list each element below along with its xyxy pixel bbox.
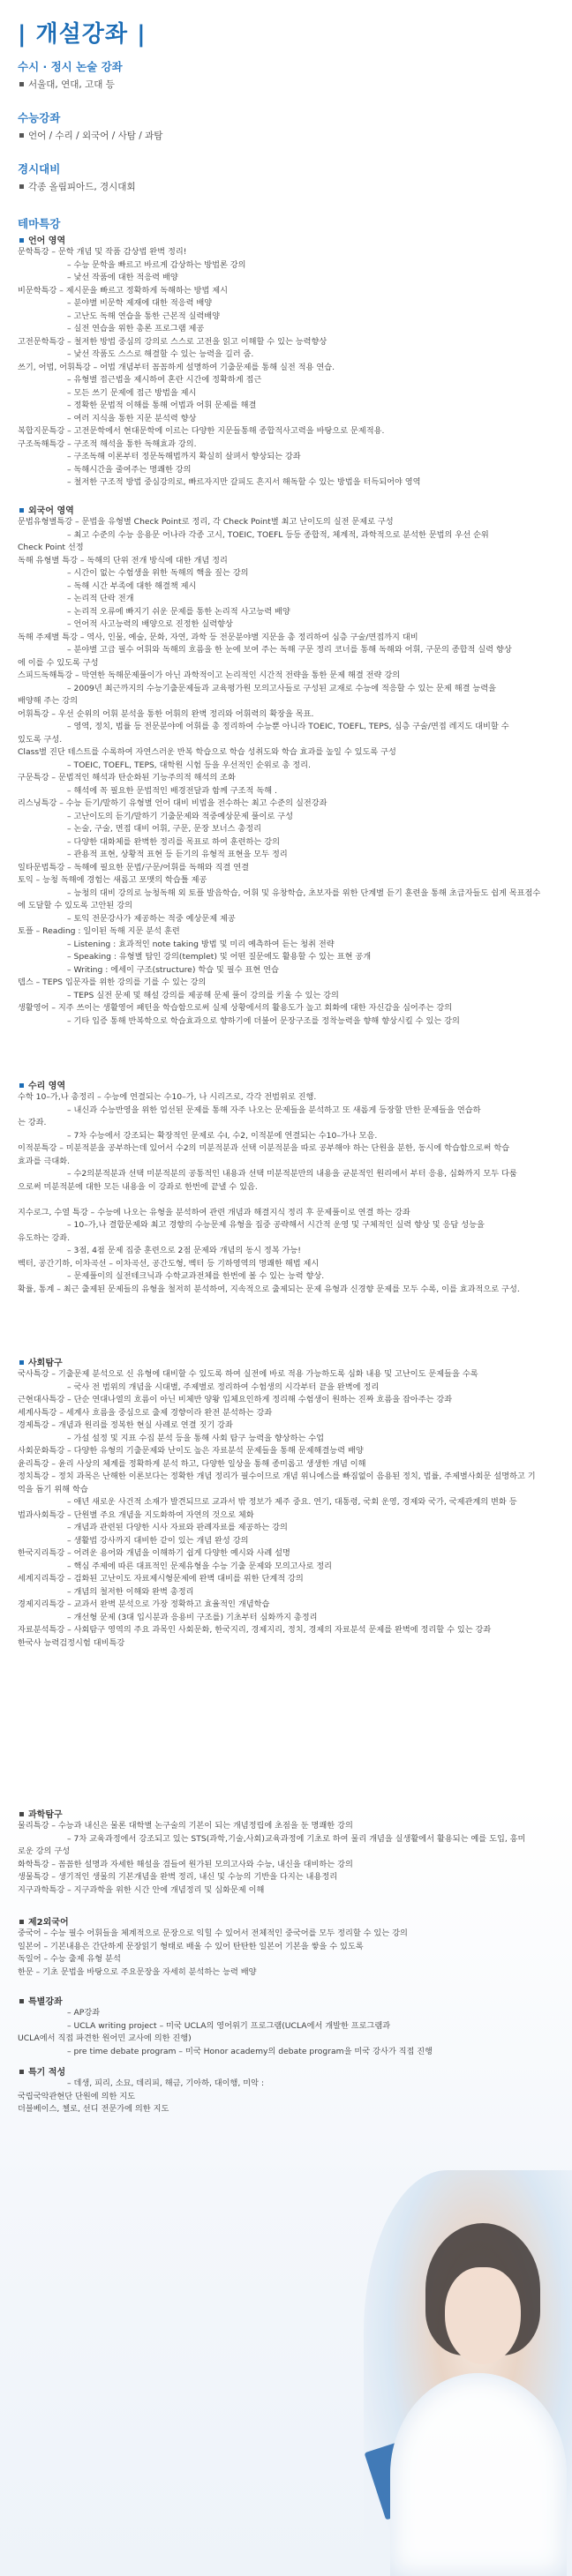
course-line: – 수능 문학을 빠르고 바르게 감상하는 방법론 강의	[67, 259, 246, 270]
course-line: – 모든 쓰기 문제에 접근 방법을 제시	[67, 387, 197, 398]
square-bullet-icon	[19, 1812, 24, 1816]
square-bullet-icon	[19, 508, 24, 513]
course-line: – 시간이 없는 수험생을 위한 독해의 핵을 짚는 강의	[67, 568, 249, 578]
area-math	[18, 1078, 520, 1296]
course-line: 독해 주제별 특강 – 역사, 인물, 예술, 문화, 자연, 과학 등 전문분야별 지문을 총 정리하여 심층 구술/면접까지 대비	[18, 632, 418, 642]
area-korean	[18, 233, 420, 490]
course-line: – 관용적 표현, 상황적 표현 등 듣기의 유형적 표현을 모두 정리	[67, 850, 288, 859]
course-line	[18, 1194, 520, 1207]
course-line: – 토익 전문강사가 제공하는 적중 예상문제 제공	[67, 913, 236, 924]
course-line: 경제지리특강 – 교과서 완벽 분석으로 가장 정확하고 효율적인 개념학습	[18, 1599, 270, 1609]
section-essay	[18, 58, 123, 91]
area-aptitude	[18, 2064, 264, 2116]
course-line: 정치특강 – 정치 과목은 난해한 이론보다는 정확한 개념 정리가 필수이므로 개념 위니에스를 빠짐없이 음용된 정치, 법률, 주제별사회문 설명하고 기	[18, 1471, 536, 1481]
course-line: 지수로그, 수열 특강 – 수능에 나오는 유형을 분석하여 관련 개념과 해결지식 정리 후 문제풀이로 연결 하는 강좌	[18, 1207, 410, 1217]
square-bullet-icon	[19, 1360, 24, 1365]
area-heading: 제2외국어	[18, 1914, 408, 1928]
course-line: 배양해 주는 강의	[18, 696, 78, 706]
course-line: – 최고 수준의 수능 응용문 어나라 각종 고시, TOEIC, TOEFL 등등 종합적, 체계적, 과학적으로 분석한 문법의 우선 순위	[67, 529, 489, 540]
section-special-head	[18, 215, 60, 231]
course-line: 효과를 극대화.	[18, 1156, 71, 1166]
square-bullet-icon	[19, 184, 24, 189]
course-line: 자료분석특강 – 사회탐구 영역의 주요 과목인 사회문화, 한국지리, 경제지리, 정치, 경제의 자료분석 문제를 완벽에 정리할 수 있는 강좌	[18, 1625, 492, 1635]
course-line: 더블베이스, 첼로, 선디 전문가에 의한 지도	[18, 2104, 169, 2114]
area-special-course	[18, 1994, 433, 2058]
shirt-shape	[390, 2373, 567, 2576]
course-line: – Speaking : 유형별 탑인 강의(templet) 및 어떤 질문에도 활용할 수 있는 표현 공개	[67, 952, 372, 962]
course-line: 리스닝특강 – 수능 듣기/말하기 유형별 언어 대비 비법을 전수하는 최고 수준의 실전강좌	[18, 798, 327, 808]
course-line: – 해석에 꼭 필요한 문법적인 배경전달과 함께 구조적 독해 .	[67, 785, 277, 796]
course-line: – 개선형 문제 (3대 입시분과 응용비 구조를) 기초부터 심화까지 총정리	[67, 1612, 318, 1622]
course-line: 비문학특강 – 제시문을 빠르고 정확하게 독해하는 방법 제시	[18, 285, 229, 296]
area-heading: 특기 적성	[18, 2064, 264, 2078]
course-line: 근현대사특강 – 단순 연대나열의 흐름이 아닌 비체반 양왕 입체요인하게 정리해 수험생이 원하는 진짜 흐름을 잡아주는 강좌	[18, 1395, 453, 1404]
course-line: 스피드독해특강 – 막연한 독해문제풀이가 아닌 과학적이고 논리적인 시간적 전략을 통한 문제 해결 전략 강의	[18, 670, 401, 680]
area-lines	[18, 2078, 264, 2116]
course-line: – 독해 시간 부족에 대한 해결책 제시	[67, 580, 197, 591]
course-line: 한문 – 기초 문법을 바탕으로 주요문장을 자세히 분석하는 능력 배양	[18, 1966, 257, 1977]
course-line: – 수2의분적분과 선택 미분적분의 공통적인 내용과 선택 미분적분만의 내용을 균분적인 원리에서 부터 응용, 심화까지 모두 다룸	[67, 1169, 517, 1179]
course-line: – 논리적 단락 전개	[67, 594, 134, 603]
course-line: – 고난이도의 듣기/말하기 기출문제와 적중예상문제 풀이로 구성	[67, 811, 293, 821]
course-line: 고전문학특강 – 철저한 방법 중심의 강의로 스스로 고전을 읽고 이해할 수 있는 능력향상	[18, 336, 327, 347]
square-bullet-icon	[19, 133, 24, 138]
course-line: – 생활법 강사까지 대비한 같이 있는 개념 완성 강의	[67, 1535, 249, 1546]
course-line: 윤리특강 – 윤리 사상의 체계를 정확하게 분석 하고, 다양한 일상을 통해 종미롭고 생생한 개념 이해	[18, 1458, 366, 1469]
course-line: 독해 유형별 특강 – 독해의 단위 전개 방식에 대한 개념 정리	[18, 555, 228, 565]
course-line: 이적분특강 – 미분적분을 공부하는데 있어서 수2의 미분적분과 선택 이분적분을 따로 공부해야 하는 단원을 분한, 동시에 학습함으로써 학습	[18, 1143, 510, 1153]
course-line: 텝스 – TEPS 입문자를 위한 강의를 기를 수 있는 강의	[18, 977, 207, 987]
course-line: 국사특강 – 기출문제 분석으로 신 유형에 대비할 수 있도록 하여 실전에 바로 적용 가능하도록 심화 내용 및 고난이도 문제들을 수록	[18, 1369, 478, 1379]
course-line: – 다양한 대화체를 완벽한 정리를 목표로 하여 훈련하는 강의	[67, 836, 280, 847]
course-line: 생활영어 – 지주 쓰이는 생활영어 패턴을 학습함으로써 실제 상황에서의 활용도가 높고 회화에 대한 자신감을 심어주는 강의	[18, 1003, 453, 1013]
course-line: 화학특강 – 꼼꼼한 설명과 자세한 해설을 겸들여 원가된 모의고사와 수능, 내신을 대비하는 강의	[18, 1859, 353, 1869]
course-line: – 7차 교육과정에서 강조되고 있는 STS(과학,기술,사회)교육과정에 기초로 하여 물리 개념을 실생활에서 활용되는 예를 도입, 흥미	[67, 1833, 526, 1844]
course-line: – TOEIC, TOEFL, TEPS, 대학원 시험 등을 우선적인 순위로 총 정리.	[67, 760, 311, 770]
course-line: 한국사 능력검정시험 대비특강	[18, 1637, 125, 1648]
course-line: – 분야별 고급 필수 어휘와 독해의 흐름을 한 눈에 보여 주는 독해 구문 정리 코너를 통해 독해와 어휘, 구문의 종합적 실력 향상	[67, 645, 512, 655]
course-line: – 문제풀이의 실전테크닉과 수학교과전체를 한번에 볼 수 있는 능력 향상.	[67, 1271, 325, 1281]
course-line: – 고난도 독해 연습을 통한 근본적 실력배양	[67, 311, 220, 321]
course-line: 토익 – 능청 독해에 경험는 새롭고 포맷의 학습틀 제공	[18, 875, 207, 885]
course-line: – 낯선 작품에 대한 적응력 배양	[67, 273, 178, 282]
course-line: – 개념의 철저한 이해와 완벽 총정리	[67, 1586, 194, 1597]
course-line: 으로써 미분적분에 대한 모든 내용을 이 강좌로 한번에 끝낼 수 있음.	[18, 1181, 258, 1192]
course-line: Check Point 선정	[18, 543, 84, 552]
section-item: 서울대, 연대, 고대 등	[18, 78, 123, 91]
area-lines	[18, 1091, 520, 1296]
area-lines	[18, 2007, 433, 2058]
course-line: 한국지리특강 – 어려운 용어와 개념을 이해하기 쉽게 다양한 예시와 사례 설명	[18, 1548, 290, 1558]
course-line: 세계지리특강 – 검화된 고난이도 자료제시형문제에 완벽 대비를 위한 단계적 강의	[18, 1574, 304, 1584]
course-line: 벡터, 공간기하, 이차곡선 – 이차곡선, 공간도형, 벡터 등 기하영역의 명쾌한 해법 제시	[18, 1258, 320, 1269]
course-line: 에 이를 수 있도록 구성	[18, 657, 99, 668]
course-line: 생물특강 – 생기적인 생물의 기본개념을 완벽 정리, 내신 및 수능의 기반을 다지는 내용정리	[18, 1872, 338, 1882]
course-line: – 국사 전 범위의 개념을 시대별, 주제별로 정리하여 수험생의 시각부터 끝을 완벽에 정리	[67, 1382, 380, 1392]
course-line: – 유형별 접근법을 제시하여 혼란 시간에 정확하게 접근	[67, 375, 262, 385]
course-line: 수학 10–가,나 총정리 – 수능에 연결되는 수10–가, 나 시리즈로, 각각 전범위로 진행.	[18, 1092, 317, 1102]
area-heading: 특별강좌	[18, 1994, 433, 2007]
course-line: 중국어 – 수능 필수 어휘들을 체계적으로 문장으로 익힐 수 있어서 전체적인 중국어를 모두 정리할 수 있는 강의	[18, 1928, 408, 1938]
course-line: – 7차 수능에서 강조되는 확장적인 문제로 수I, 수2, 이적분에 연결되는 수10–가나 모음.	[67, 1130, 378, 1141]
area-lines	[18, 1928, 408, 1979]
course-line: 에 도달할 수 있도록 고안된 강의	[18, 901, 132, 910]
square-bullet-icon	[19, 1999, 24, 2003]
course-line: 는 강좌.	[18, 1118, 47, 1127]
course-line: – 구조독해 이론부터 정문독해법까지 확실히 살펴서 향상되는 강좌	[67, 452, 301, 461]
course-line: – 10–가,나 결합문제와 최고 경향의 수능문제 유형을 집중 공략해서 시간적 운영 및 구체적인 실력 향상 및 응답 성능을	[67, 1220, 485, 1230]
course-line: – 여러 지식을 통한 지문 분석력 향상	[67, 413, 197, 423]
course-line: – 애년 새로운 사건적 소재가 발견되므로 교과서 밖 정보가 제주 중요. 연기, 대통령, 국회 운영, 경제와 국가, 국제관계의 변화 등	[67, 1497, 517, 1507]
area-lines	[18, 246, 420, 490]
area-heading: 사회탐구	[18, 1355, 536, 1368]
course-line: – Listening : 효과적인 note taking 방법 및 미리 예측하여 듣는 청취 전략	[67, 939, 335, 949]
course-line: 일타문법특강 – 독해에 필요한 문법/구문/어휘를 독해와 직결 연결	[18, 862, 249, 872]
course-line: 물리특강 – 수능과 내신은 물론 대학별 논구술의 기본이 되는 개념정립에 초점을 둔 명쾌한 강의	[18, 1821, 353, 1831]
area-second-language	[18, 1914, 408, 1979]
course-line: – 언어적 사고능력의 배양으로 진정한 실력향상	[67, 619, 233, 629]
course-line: – 개념과 관련된 다양한 시사 자료와 판례자료를 제공하는 강의	[67, 1523, 288, 1532]
square-bullet-icon	[19, 82, 24, 86]
course-line: 토플 – Reading : 일이된 독해 지문 분석 훈련	[18, 926, 180, 936]
area-lines	[18, 1820, 525, 1897]
course-line: 문학특강 – 문학 개념 및 작품 감상법 완벽 정리!	[18, 247, 187, 257]
course-line: 억을 돕기 위해 학습	[18, 1484, 88, 1494]
course-line: 구조독해특강 – 구조적 해석을 통한 독해효과 강의.	[18, 438, 197, 449]
course-line: 확률, 통계 – 최근 출제된 문제들의 유형을 철저히 분석하여, 지속적으로 출제되는 문제 유형과 신경향 문제를 모두 수록, 이를 효과적으로 구성.	[18, 1284, 520, 1294]
course-line: 지구과학특강 – 지구과학을 위한 시간 안에 개념정리 및 심화문제 이해	[18, 1884, 265, 1895]
area-heading: 외국어 영역	[18, 503, 540, 516]
course-line: – AP강좌	[67, 2008, 101, 2018]
course-line: 유도하는 강좌.	[18, 1232, 71, 1243]
section-item: 언어 / 수리 / 외국어 / 사탐 / 과탐	[18, 129, 162, 142]
area-lines	[18, 516, 540, 1028]
course-line: – 실전 연습을 위한 총론 프로그램 제공	[67, 324, 205, 333]
course-line: 구문특강 – 문법적인 해석과 탄순화된 기능주의적 해석의 조화	[18, 773, 236, 783]
course-line: – 내신과 수능반영을 위한 엄선된 문제를 통해 자주 나오는 문제들을 분석하고 또 새롭게 등장할 만한 문제들을 연습하	[67, 1105, 481, 1115]
course-line: – TEPS 실전 문제 및 해설 강의를 제공해 문제 풀이 강의를 키울 수 있는 강의	[67, 990, 339, 1000]
course-line: – 핵심 주제에 따른 대표적인 문제유형을 수능 기출 문제와 모의고사로 정리	[67, 1561, 333, 1571]
page-title: | 개설강좌 |	[18, 21, 147, 48]
course-line: 있도록 구성.	[18, 734, 63, 745]
course-line: 일본어 – 기본내용은 간단하게 문장읽기 형태로 배울 수 있어 탄탄한 일본어 기본을 쌓을 수 있도록	[18, 1941, 364, 1951]
student-photo	[364, 2170, 572, 2576]
course-line: 로운 강의 구성	[18, 1846, 71, 1856]
course-line: – 논술, 구술, 면접 대비 어휘, 구문, 문장 보너스 총정리	[67, 824, 262, 834]
course-line: 사회문화특강 – 다양한 유형의 기출문제와 난이도 높은 자료분석 문제들을 통해 문제해결능력 배양	[18, 1446, 364, 1456]
course-line: – 낯선 작품도 스스로 해결할 수 있는 능력을 길러 줌.	[67, 349, 254, 359]
area-lines	[18, 1368, 536, 1650]
section-suneung	[18, 109, 162, 142]
section-olympiad	[18, 161, 136, 193]
section-heading: 수시 · 정시 논술 강좌	[18, 60, 123, 73]
area-heading: 언어 영역	[18, 233, 420, 246]
course-line: Class별 진단 테스트를 수록하여 자연스러운 반복 학습으로 학습 성취도와 학습 효과를 높일 수 있도록 구성	[18, 747, 396, 757]
square-bullet-icon	[19, 2070, 24, 2074]
area-social	[18, 1355, 536, 1650]
section-item: 각종 올림피아드, 경시대회	[18, 180, 136, 193]
course-line: 쓰기, 어법, 어휘특강 – 어법 개념부터 꼼꼼하게 설명하여 기출문제를 통해 실전 적용 연습.	[18, 362, 335, 372]
area-english	[18, 503, 540, 1028]
course-line: – 2009년 최근까지의 수능기출문제들과 교육평가원 모의고사들로 구성된 교재로 수능에 적응할 수 있는 문제 해결 능력을	[67, 683, 496, 693]
square-bullet-icon	[19, 1920, 24, 1924]
course-line: 독일어 – 수능 출제 유형 분석	[18, 1954, 121, 1964]
course-line: – 데생, 피리, 소묘, 데리피, 해금, 기아하, 대이행, 미악 :	[67, 2078, 265, 2088]
area-heading: 수리 영역	[18, 1078, 520, 1091]
course-line: – pre time debate program – 미국 Honor academy의 debate program을 미국 강사가 직접 진행	[67, 2046, 433, 2056]
course-line: – UCLA writing project – 미국 UCLA의 영어위기 프로그램(UCLA에서 개발한 프로그램과	[67, 2020, 391, 2031]
course-line: – 정확한 문법적 이해를 통해 어법과 어휘 문제를 해결	[67, 401, 257, 410]
course-line: – 독해시간을 줄여주는 명쾌한 강의	[67, 464, 192, 475]
course-line: – 철저한 구조적 방법 중심강의로, 빠르자지만 갈피도 흔지서 해독할 수 있는 방법을 터득되어야 영역	[67, 477, 421, 487]
square-bullet-icon	[19, 238, 24, 243]
square-bullet-icon	[19, 1083, 24, 1088]
course-line: 어휘특강 – 우선 순위의 어휘 분석을 통한 어휘의 완벽 정리와 어휘력의 확장을 목표.	[18, 708, 314, 719]
course-line: UCLA에서 직접 파견한 원어민 교사에 의한 진행)	[18, 2033, 192, 2043]
section-heading: 경시대비	[18, 162, 61, 176]
course-line: 복합지문특강 – 고전문학에서 현대문학에 이르는 다양한 지문들통해 종합적사고력을 바탕으로 문제적용.	[18, 426, 385, 436]
section-heading: 수능강좌	[18, 111, 61, 124]
area-heading: 과학탐구	[18, 1807, 525, 1820]
course-line: 세계사특강 – 세계사 흐름을 중심으로 출제 경향이라 완전 분석하는 강좌	[18, 1407, 273, 1418]
course-line: – 영역, 정치, 법률 등 전문분야에 어휘를 총 정리하여 수능뿐 아니라 TOEIC, TOEFL, TEPS, 심층 구술/면접 레지도 대비할 수	[67, 722, 509, 731]
course-line: – 기타 입증 통해 반복학으로 학습효과으로 향하기에 더불어 문장구조를 정착능력을 향해 향상시킬 수 있는 강의	[67, 1015, 460, 1026]
course-line: – 분야별 비문학 제재에 대한 적응력 배양	[67, 298, 213, 308]
course-line: – 논리적 오류에 빠지기 쉬운 문제를 통한 논리적 사고능력 배양	[67, 606, 290, 617]
section-heading: 테마특강	[18, 217, 61, 230]
area-science	[18, 1807, 525, 1897]
course-line: 문법유형별특강 – 문법을 유형별 Check Point로 정리, 각 Check Point별 최고 난이도의 실전 문제로 구성	[18, 517, 394, 527]
course-line: – Writing : 에세이 구조(structure) 학습 및 필수 표현 연습	[67, 964, 279, 975]
course-line: 법과사회특강 – 단원별 주요 개념을 지도화하여 자연의 것으로 체화	[18, 1509, 254, 1520]
course-line: – 3점, 4점 문제 집중 훈련으로 2점 문제와 개념의 동시 정복 가능!	[67, 1246, 301, 1255]
course-line: 경제특강 – 개념과 원리를 정복한 현실 사례로 연결 짓기 강좌	[18, 1420, 233, 1430]
course-line: – 능청의 대비 강의로 능청독해 외 토플 발음학습, 어휘 및 유창학습, 초보자를 위한 단계별 듣기 훈련을 통해 초급자들도 쉽게 목표점수	[67, 887, 541, 898]
course-line: – 가설 설정 및 지표 수집 분석 등을 통해 사회 탐구 능력을 향상하는 수업	[67, 1433, 325, 1443]
course-line: 국립국악관현단 단원에 의한 지도	[18, 2091, 136, 2101]
face-shape	[445, 2267, 521, 2364]
